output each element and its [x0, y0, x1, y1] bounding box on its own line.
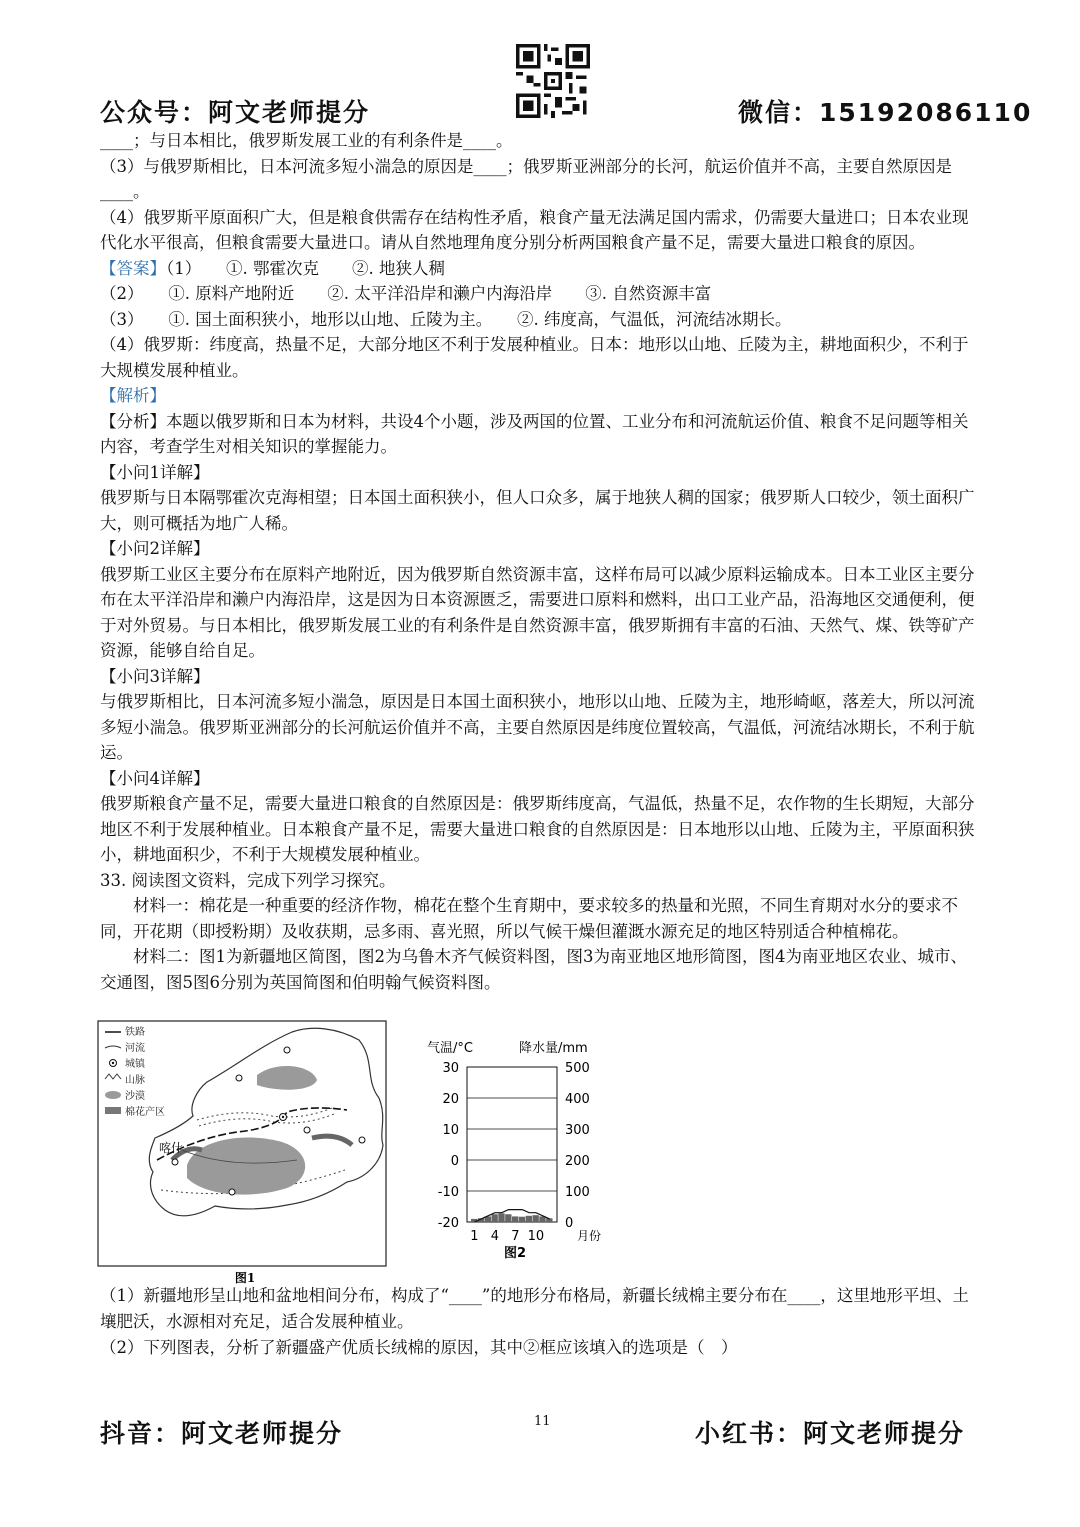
question-3: （3）与俄罗斯相比，日本河流多短小湍急的原因是____；俄罗斯亚洲部分的长河，航运价值并不高，主要自然原因是____。	[100, 156, 952, 201]
analysis: 【分析】本题以俄罗斯和日本为材料，共设4个小题，涉及两国的位置、工业分布和河流航运价值、粮食不足问题等相关内容，考查学生对相关知识的掌握能力。	[100, 411, 969, 456]
jiexi-label: 【解析】	[100, 386, 166, 405]
city-label-kashgar: 喀什	[159, 1141, 184, 1155]
question-continuation: ____；与日本相比，俄罗斯发展工业的有利条件是____。	[100, 131, 513, 150]
chart-x-axis-label: 月份	[577, 1229, 602, 1243]
detail-4: 俄罗斯粮食产量不足，需要大量进口粮食的自然原因是：俄罗斯纬度高，气温低，热量不足，农作物的生长期短，大部分地区不利于发展种植业。日本粮食产量不足，需要大量进口粮食的自然原因是：日本地形以山地、丘陵为主，平原面积狭小，耕地面积少，不利于大规模发展种植业。	[100, 794, 975, 864]
detail-3: 与俄罗斯相比，日本河流多短小湍急，原因是日本国土面积狭小，地形以山地、丘陵为主，地形崎岖，落差大，所以河流多短小湍急。俄罗斯亚洲部分的长河航运价值并不高，主要自然原因是纬度位置较高，气温低，河流结冰期长，不利于航运。	[100, 692, 975, 762]
footer-right: 小红书：阿文老师提分	[695, 1419, 966, 1448]
right-tick-label: 300	[565, 1123, 590, 1138]
question-4: （4）俄罗斯平原面积广大，但是粮食供需存在结构性矛盾，粮食产量无法满足国内需求，仍需要大量进口；日本农业现代化水平很高，但粮食需要大量进口。请从自然地理角度分别分析两国粮食产量不足，需要大量进口粮食的原因。	[100, 207, 969, 252]
answer-label: 【答案】	[100, 258, 166, 278]
detail-4-title: 【小问4详解】	[100, 768, 210, 788]
detail-1: 俄罗斯与日本隔鄂霍次克海相望；日本国土面积狭小，但人口众多，属于地狭人稠的国家；俄罗斯人口较少，领土面积广大，则可概括为地广人稀。	[100, 488, 975, 533]
chart-left-axis-label: 气温/°C	[427, 1041, 473, 1056]
left-tick-label: -20	[437, 1216, 459, 1231]
header-right: 微信：15192086110	[738, 98, 1033, 127]
header-left: 公众号：阿文老师提分	[100, 98, 371, 127]
x-tick-label: 1	[470, 1229, 479, 1244]
left-tick-label: 10	[442, 1123, 459, 1138]
legend-railway: 铁路	[125, 1027, 145, 1038]
right-tick-label: 100	[565, 1185, 590, 1200]
right-tick-label: 0	[565, 1216, 574, 1231]
figure-2-caption: 图2	[503, 1246, 527, 1261]
legend-desert: 沙漠	[125, 1091, 145, 1102]
left-tick-label: -10	[437, 1185, 459, 1200]
material-2: 材料二：图1为新疆地区简图，图2为乌鲁木齐气候资料图，图3为南亚地区地形简图，图4为南亚地区农业、城市、交通图，图5图6分别为英国简图和伯明翰气候资料图。	[100, 947, 967, 992]
sub-questions	[100, 1283, 982, 1361]
x-tick-label: 7	[511, 1229, 520, 1244]
answer-line-1: 【答案】（1） ①. 鄂霍次克 ②. 地狭人稠	[100, 258, 445, 278]
precip-bar	[526, 1216, 532, 1222]
left-tick-label: 20	[442, 1092, 459, 1107]
urumqi-climate-chart	[427, 1040, 601, 1261]
figures-area	[97, 1020, 983, 1285]
legend-mountain: 山脉	[125, 1075, 145, 1086]
precip-bar	[505, 1214, 511, 1222]
detail-2: 俄罗斯工业区主要分布在原料产地附近，因为俄罗斯自然资源丰富，这样布局可以减少原料运输成本。日本工业区主要分布在太平洋沿岸和濑户内海沿岸，这是因为日本资源匮乏，需要进口原料和燃料，出口工业产品，沿海地区交通便利，便于对外贸易。与日本相比，俄罗斯发展工业的有利条件是自然资源丰富，俄罗斯拥有丰富的石油、天然气、煤、铁等矿产资源，能够自给自足。	[100, 564, 975, 660]
precip-bar	[512, 1216, 518, 1222]
footer-left: 抖音：阿文老师提分	[100, 1419, 344, 1448]
detail-2-title: 【小问2详解】	[100, 539, 210, 558]
document-body	[100, 128, 982, 995]
left-tick-label: 0	[450, 1154, 459, 1169]
precip-bar	[498, 1213, 504, 1222]
x-tick-label: 4	[490, 1229, 500, 1244]
qr-code-icon	[516, 44, 590, 118]
right-tick-label: 200	[565, 1154, 590, 1169]
detail-3-title: 【小问3详解】	[100, 666, 210, 686]
answer-line-2: （2） ①. 原料产地附近 ②. 太平洋沿岸和濑户内海沿岸 ③. 自然资源丰富	[100, 284, 712, 303]
left-tick-label: 30	[442, 1061, 459, 1076]
chart-right-axis-label: 降水量/mm	[519, 1041, 588, 1056]
legend-cotton: 棉花产区	[125, 1107, 165, 1118]
precip-bar	[519, 1217, 525, 1222]
figure-1-caption: 图1	[234, 1271, 256, 1285]
precip-bar	[492, 1214, 498, 1222]
xinjiang-map	[98, 1021, 386, 1285]
answer-line-4: （4）俄罗斯：纬度高，热量不足，大部分地区不利于发展种植业。日本：地形以山地、丘陵为主，耕地面积少，不利于大规模发展种植业。	[100, 335, 969, 380]
right-tick-label: 500	[565, 1061, 590, 1076]
sub-question-1: （1）新疆地形呈山地和盆地相间分布，构成了“____”的地形分布格局，新疆长绒棉主要分布在____，这里地形平坦、土壤肥沃，水源相对充足，适合发展种植业。	[100, 1286, 969, 1331]
precip-bar	[533, 1215, 539, 1222]
sub-question-2: （2）下列图表，分析了新疆盛产优质长绒棉的原因，其中②框应该填入的选项是（ ）	[100, 1338, 738, 1357]
page-number: 11	[534, 1414, 551, 1429]
legend-river: 河流	[125, 1043, 145, 1054]
legend-town: 城镇	[125, 1059, 145, 1070]
question-33: 33. 阅读图文资料，完成下列学习探究。	[100, 870, 396, 890]
answer-line-3: （3） ①. 国土面积狭小，地形以山地、丘陵为主。 ②. 纬度高，气温低，河流结冰期长。	[100, 309, 792, 329]
material-1: 材料一：棉花是一种重要的经济作物，棉花在整个生育期中，要求较多的热量和光照，不同生育期对水分的要求不同，开花期（即授粉期）及收获期，忌多雨、喜光照，所以气候干燥但灌溉水源充足的地区特别适合种植棉花。	[100, 896, 958, 941]
right-tick-label: 400	[565, 1092, 590, 1107]
detail-1-title: 【小问1详解】	[100, 462, 210, 482]
x-tick-label: 10	[527, 1229, 545, 1244]
